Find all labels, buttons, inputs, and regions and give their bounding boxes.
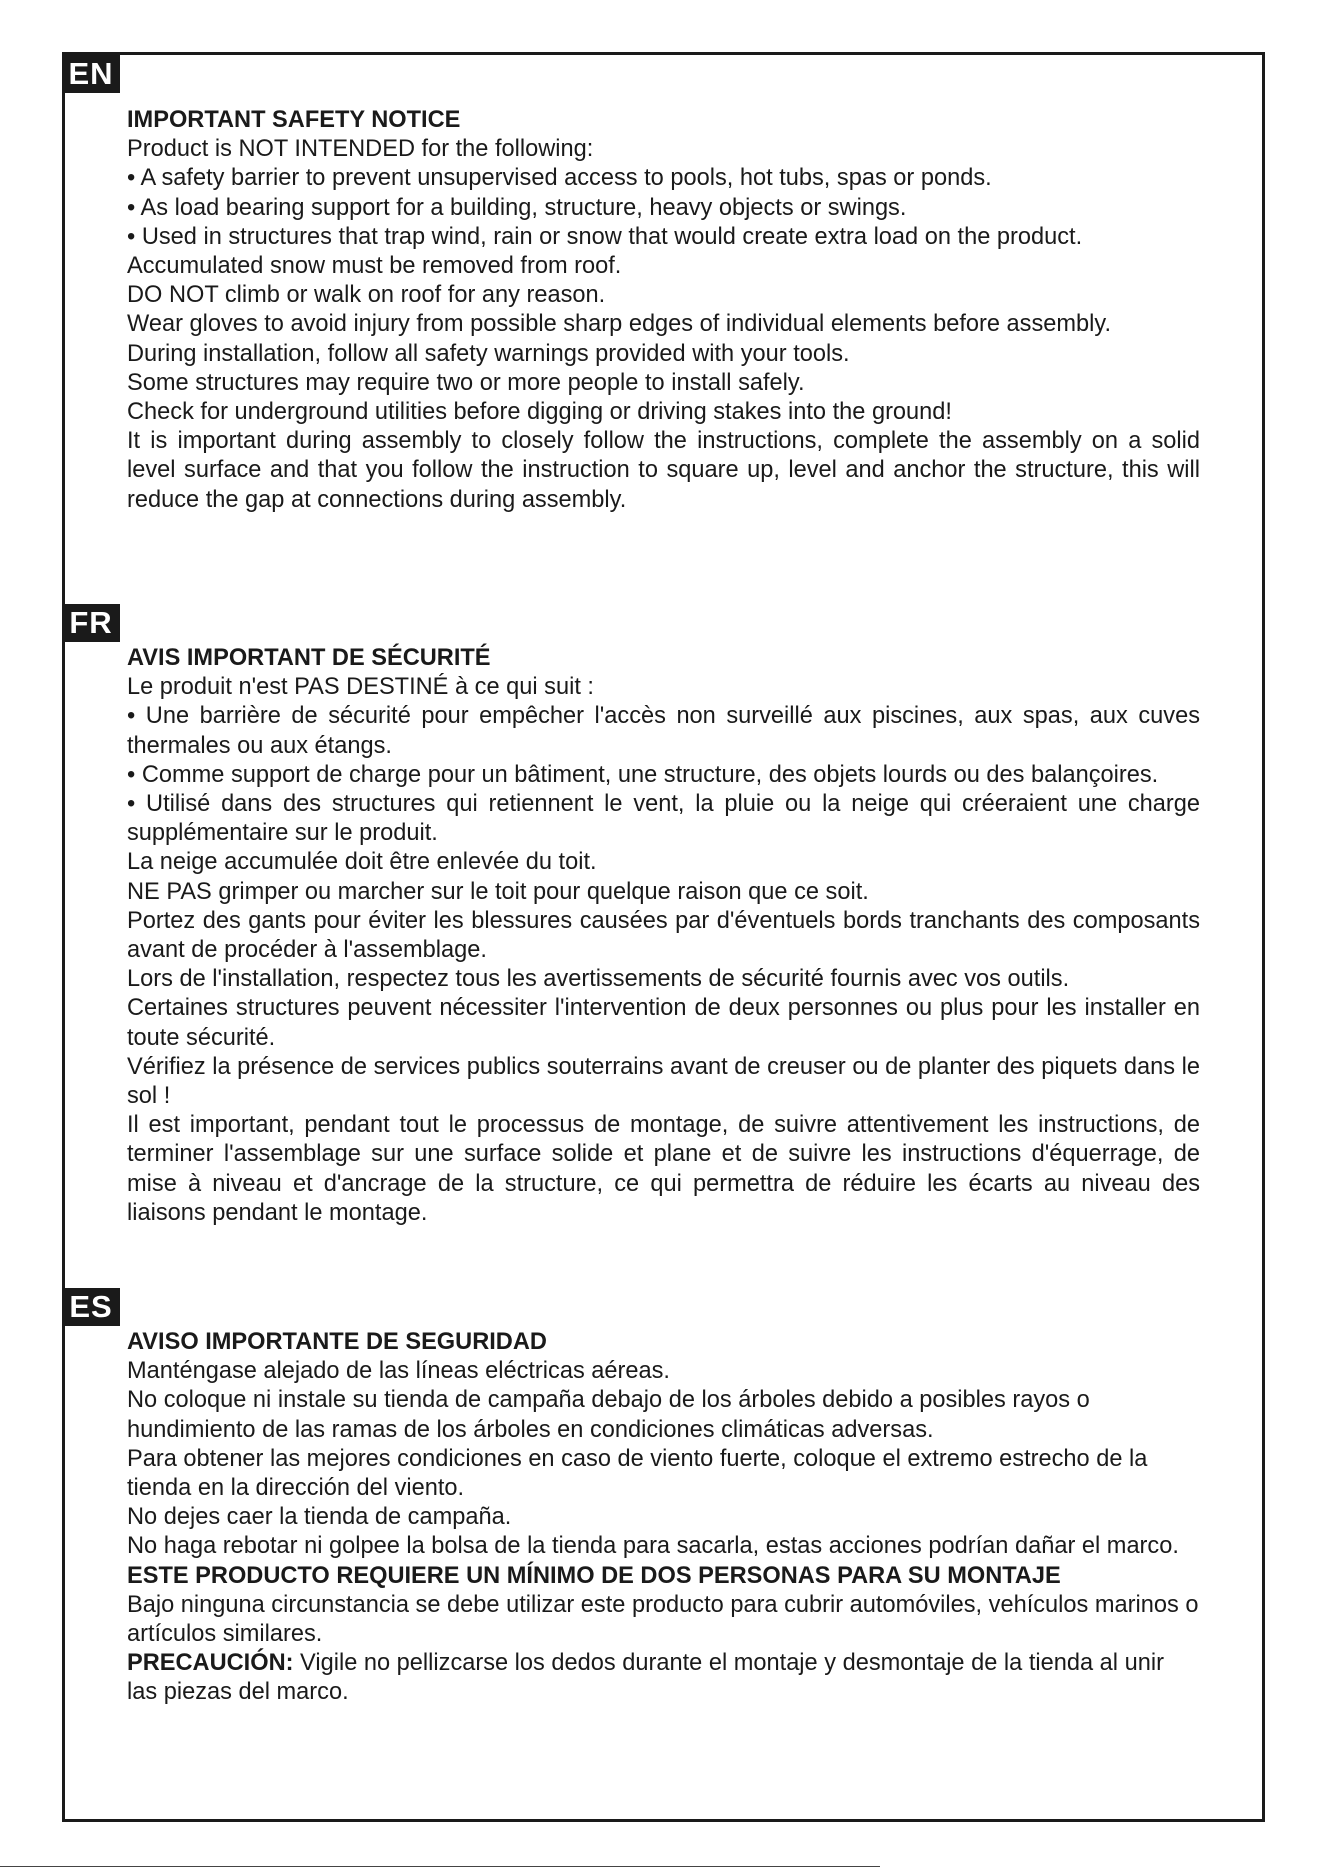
bullet-item: • Used in structures that trap wind, rain or snow that would create extra load on the product.: [127, 223, 1083, 250]
text-line: NE PAS grimper ou marcher sur le toit pour quelque raison que ce soit.: [127, 878, 869, 905]
text-line: Some structures may require two or more people to install safely.: [127, 369, 805, 396]
text-line: Bajo ninguna circunstancia se debe utilizar este producto para cubrir automóviles, vehículos marinos o artículos similares.: [127, 1591, 1199, 1648]
heading-en: IMPORTANT SAFETY NOTICE: [127, 107, 461, 133]
text-line: Manténgase alejado de las líneas eléctricas aéreas.: [127, 1358, 670, 1385]
text-line: Certaines structures peuvent nécessiter l'intervention de deux personnes ou plus pour les installer en toute sécurité.: [127, 995, 1200, 1051]
text-line: During installation, follow all safety warnings provided with your tools.: [127, 340, 850, 367]
bullet-item: • As load bearing support for a building, structure, heavy objects or swings.: [127, 194, 907, 221]
bullet-item: • Une barrière de sécurité pour empêcher l'accès non surveillé aux piscines, aux spas, aux cuves thermales ou aux étangs.: [127, 703, 1200, 759]
heading-fr: AVIS IMPORTANT DE SÉCURITÉ: [127, 645, 491, 671]
text-line: La neige accumulée doit être enlevée du toit.: [127, 849, 597, 876]
caution-label: PRECAUCIÓN:: [127, 1650, 294, 1677]
caution-text: Vigile no pellizcarse los dedos durante el montaje y desmontaje de la tienda al unir las piezas del marco.: [127, 1650, 1164, 1706]
text-line: DO NOT climb or walk on roof for any reason.: [127, 282, 606, 309]
bullet-item: • Comme support de charge pour un bâtiment, une structure, des objets lourds ou des balançoires.: [127, 761, 1159, 788]
text-line: No haga rebotar ni golpee la bolsa de la tienda para sacarla, estas acciones podrían dañar el marco.: [127, 1533, 1179, 1560]
text-line: Le produit n'est PAS DESTINÉ à ce qui suit :: [127, 674, 594, 701]
bullet-item: • A safety barrier to prevent unsupervised access to pools, hot tubs, spas or ponds.: [127, 165, 992, 192]
section-fr: [127, 644, 1200, 1228]
text-line: Para obtener las mejores condiciones en caso de viento fuerte, coloque el extremo estrecho de la tienda en la dirección del viento.: [127, 1445, 1148, 1502]
language-tag-es: ES: [62, 1288, 120, 1326]
minimum-persons-notice: ESTE PRODUCTO REQUIERE UN MÍNIMO DE DOS PERSONAS PARA SU MONTAJE: [127, 1562, 1061, 1589]
section-es: [127, 1328, 1200, 1708]
text-line: Check for underground utilities before digging or driving stakes into the ground!: [127, 399, 952, 426]
page-bottom-rule: [0, 1866, 880, 1867]
language-tag-fr: FR: [62, 604, 120, 642]
section-en: [127, 106, 1200, 515]
text-line: Accumulated snow must be removed from roof.: [127, 253, 622, 280]
bullet-item: • Utilisé dans des structures qui retiennent le vent, la pluie ou la neige qui créeraient une charge supplémentaire sur le produit.: [127, 791, 1200, 847]
text-line: Lors de l'installation, respectez tous les avertissements de sécurité fournis avec vos outils.: [127, 966, 1070, 993]
text-line: No coloque ni instale su tienda de campaña debajo de los árboles debido a posibles rayos o hundimiento de las ramas de los árboles en condiciones climáticas adversas.: [127, 1387, 1090, 1443]
caution-line: [127, 1649, 1200, 1707]
text-line: Il est important, pendant tout le processus de montage, de suivre attentivement les instructions, de terminer l'assemblage sur une surface solide et plane et de suivre les instructions d'équerrage, de mise à niveau et d'ancrage de la structure, ce qui permettra de réduire les écarts au niveau des liaisons pendant le montage.: [127, 1112, 1200, 1226]
heading-es: AVISO IMPORTANTE DE SEGURIDAD: [127, 1329, 547, 1355]
text-line: It is important during assembly to closely follow the instructions, complete the assembly on a solid level surface and that you follow the instruction to square up, level and anchor the structure, this will reduce the gap at connections during assembly.: [127, 428, 1200, 513]
text-line: Product is NOT INTENDED for the following:: [127, 136, 594, 163]
language-tag-en: EN: [62, 55, 120, 93]
text-line: Portez des gants pour éviter les blessures causées par d'éventuels bords tranchants des composants avant de procéder à l'assemblage.: [127, 907, 1200, 964]
text-line: Wear gloves to avoid injury from possible sharp edges of individual elements before assembly.: [127, 311, 1112, 338]
text-line: Vérifiez la présence de services publics souterrains avant de creuser ou de planter des piquets dans le sol !: [127, 1053, 1200, 1110]
text-line: No dejes caer la tienda de campaña.: [127, 1504, 512, 1531]
